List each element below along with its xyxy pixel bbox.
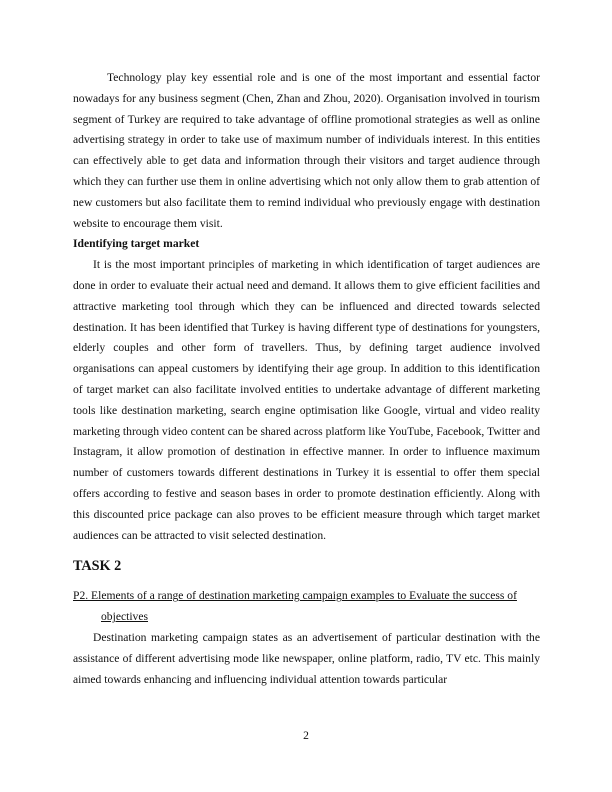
document-body (73, 68, 540, 690)
p2-paragraph: Destination marketing campaign states as an advertisement of particular destination with the assistance of different advertising mode like newspaper, online platform, radio, TV etc. This mainly aimed towards enhancing and influencing individual attention towards particular (73, 630, 540, 686)
identifying-target-market-paragraph: It is the most important principles of marketing in which identification of target audiences are done in order to evaluate their actual need and demand. It allows them to give efficient facilities and attractive marketing tool through which they can be influenced and directed towards selected destination. It has been identified that Turkey is having different type of destinations for youngsters, elderly couples and other form of travellers. Thus, by defining target audience involved organisations can appeal customers by identifying their age group. In addition to this identification of target market can also facilitate involved entities to undertake advantage of different marketing tools like destination marketing, search engine optimisation like Google, virtual and video reality marketing through video content can be shared across platform like YouTube, Facebook, Twitter and Instagram, it allow promotion of destination in effective manner. In order to influence maximum number of customers towards different destinations in Turkey it is essential to offer them special offers according to festive and season bases in order to promote destination efficiently. Along with this discounted price package can also proves to be efficient measure through which target market audiences can be attracted to visit selected destination. (73, 258, 540, 542)
section-heading-identifying-target-market: Identifying target market (73, 237, 200, 251)
intro-paragraph: Technology play key essential role and is one of the most important and essential factor nowadays for any business segment (Chen, Zhan and Zhou, 2020). Organisation involved in tourism segment of Turkey are required to take advantage of offline promotional strategies as well as online advertising strategy in order to take use of maximum number of individuals interest. In this entities can effectively able to get data and information through their visitors and target audience through which they can further use them in online advertising which not only allow them to grab attention of new customers but also facilitate them to remind individual who previously engage with destination website to encourage them visit. (73, 71, 540, 230)
p2-subheading: P2. Elements of a range of destination marketing campaign examples to Evaluate the success of objectives (73, 589, 517, 624)
task-heading: TASK 2 (73, 558, 122, 575)
page-number: 2 (303, 729, 309, 742)
